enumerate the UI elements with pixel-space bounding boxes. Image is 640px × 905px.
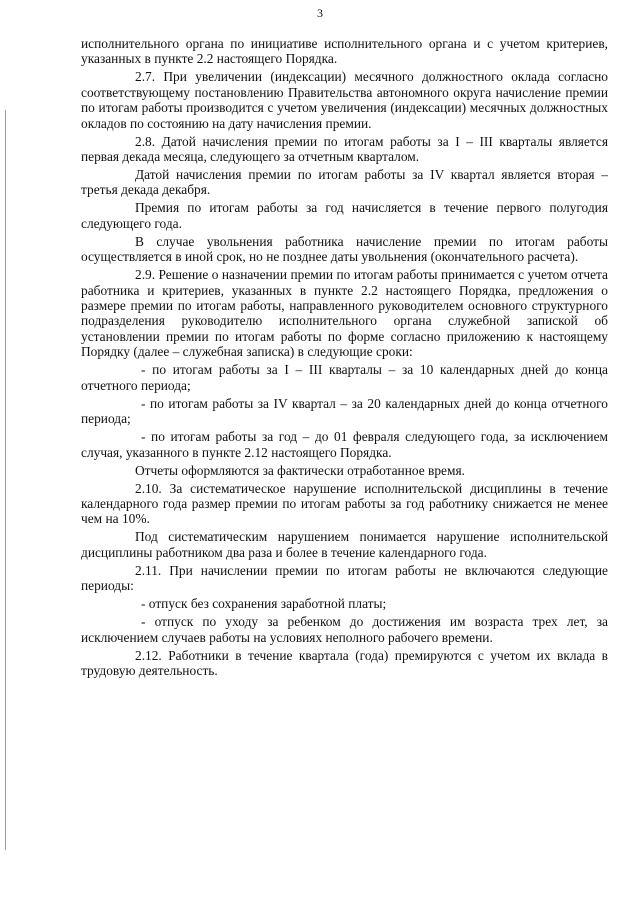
page-number: 3: [317, 6, 323, 20]
paragraph: 2.9. Решение о назначении премии по итогам работы принимается с учетом отчета работника и критериев, указанных в пункте 2.2 настоящего Порядка, предложения о размере премии по итогам работы, направленного руководителем основного структурного подразделения руководителю исполнительного органа служебной запиской об установлении премии по итогам работы по форме согласно приложению к настоящему Порядку (далее – служебная записка) в следующие сроки:: [81, 267, 608, 360]
paragraph: Под систематическим нарушением понимается нарушение исполнительской дисциплины работником два раза и более в течение календарного года.: [81, 529, 608, 560]
list-item: - отпуск по уходу за ребенком до достижения им возраста трех лет, за исключением случаев работы на условиях неполного рабочего времени.: [81, 614, 608, 645]
list-item: - по итогам работы за IV квартал – за 20 календарных дней до конца отчетного периода;: [81, 395, 608, 427]
paragraph: 2.11. При начислении премии по итогам работы не включаются следующие периоды:: [81, 562, 608, 594]
paragraph: Отчеты оформляются за фактически отработанное время.: [135, 462, 465, 478]
scan-margin-line: [5, 110, 6, 850]
paragraph: Датой начисления премии по итогам работы за IV квартал является вторая – третья декада декабря.: [81, 167, 608, 198]
list-item: - по итогам работы за год – до 01 февраля следующего года, за исключением случая, указанного в пункте 2.12 настоящего Порядка.: [81, 429, 608, 460]
paragraph: В случае увольнения работника начисление премии по итогам работы осуществляется в иной срок, но не позднее даты увольнения (окончательного расчета).: [81, 233, 608, 265]
list-item: - отпуск без сохранения заработной платы;: [141, 596, 387, 612]
document-body: [81, 36, 608, 681]
paragraph: 2.8. Датой начисления премии по итогам работы за I – III кварталы является первая декада месяца, следующего за отчетным кварталом.: [81, 133, 608, 165]
paragraph: Премия по итогам работы за год начисляется в течение первого полугодия следующего года.: [81, 200, 608, 231]
paragraph: 2.12. Работники в течение квартала (года) премируются с учетом их вклада в трудовую деятельность.: [81, 647, 608, 678]
paragraph: 2.10. За систематическое нарушение исполнительской дисциплины в течение календарного года размер премии по итогам работы за год работнику снижается не менее чем на 10%.: [81, 480, 608, 527]
paragraph: 2.7. При увеличении (индексации) месячного должностного оклада согласно соответствующему постановлению Правительства автономного округа начисление премии по итогам работы производится с учетом увеличения (индексации) месячных должностных окладов по состоянию на дату начисления премии.: [81, 69, 608, 131]
list-item: - по итогам работы за I – III кварталы – за 10 календарных дней до конца отчетного периода;: [81, 362, 608, 393]
paragraph: исполнительного органа по инициативе исполнительного органа и с учетом критериев, указанных в пункте 2.2 настоящего Порядка.: [81, 36, 608, 67]
